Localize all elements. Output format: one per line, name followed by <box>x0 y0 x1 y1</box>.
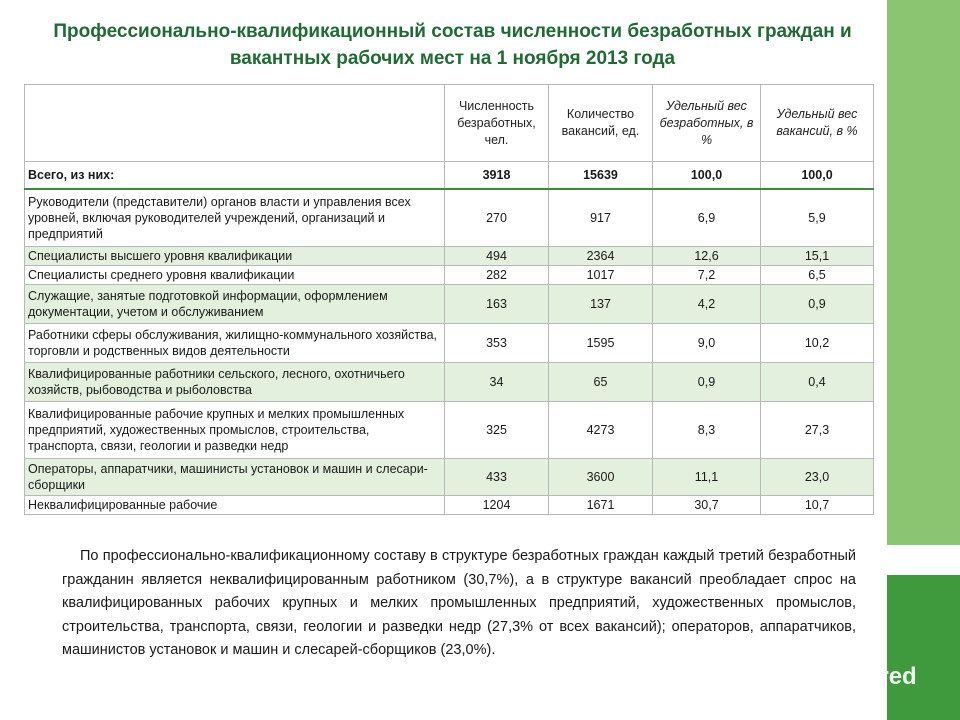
table-row <box>25 496 874 515</box>
cell-unemployed: 494 <box>445 247 549 266</box>
summary-paragraph: По профессионально-квалификационному составу в структуре безработных граждан каждый третий безработный гражданин является неквалифицированным работником (30,7%), а в структуре вакансий преобладает спрос на квалифицированных рабочих крупных и мелких промышленных предприятий, художественных промыслов, строительства, транспорта, связи, геологии и разведки недр (27,3% от всех вакансий); операторов, аппаратчиков, машинистов установок и машин и слесарей-сборщиков (23,0%). <box>62 548 856 658</box>
cell-unemployed: 433 <box>445 459 549 496</box>
cell-vacancies: 917 <box>549 189 653 247</box>
watermark-text: MyShared <box>802 663 917 690</box>
table-row <box>25 363 874 402</box>
cell-label: Руководители (представители) органов власти и управления всех уровней, включая руководителей учреждений, организаций и предприятий <box>25 189 445 247</box>
table-row <box>25 285 874 324</box>
cell-share-vacancies: 10,7 <box>761 496 874 515</box>
sidebar-gap <box>887 545 960 575</box>
cell-share-unemployed: 9,0 <box>653 324 761 363</box>
cell-vacancies: 1595 <box>549 324 653 363</box>
cell-label: Операторы, аппаратчики, машинисты установок и машин и слесари-сборщики <box>25 459 445 496</box>
myshared-logo-icon <box>768 662 798 692</box>
cell-label: Специалисты среднего уровня квалификации <box>25 266 445 285</box>
cell-unemployed: 34 <box>445 363 549 402</box>
cell-share-vacancies: 0,9 <box>761 285 874 324</box>
table-row <box>25 189 874 247</box>
page-title: Профессионально-квалификационный состав численности безработных граждан и вакантных рабочих мест на 1 ноября 2013 года <box>53 21 852 69</box>
table-row-total <box>25 162 874 190</box>
header-vacancies: Количество вакансий, ед. <box>549 85 653 162</box>
header-category <box>25 85 445 162</box>
cell-unemployed: 270 <box>445 189 549 247</box>
cell-share-unemployed: 0,9 <box>653 363 761 402</box>
cell-vacancies: 2364 <box>549 247 653 266</box>
sidebar-accent-bottom <box>887 575 960 720</box>
header-unemployed: Численность безработных, чел. <box>445 85 549 162</box>
cell-share-vacancies: 10,2 <box>761 324 874 363</box>
cell-unemployed: 325 <box>445 402 549 459</box>
cell-share-vacancies: 23,0 <box>761 459 874 496</box>
table-row <box>25 266 874 285</box>
cell-share-vacancies: 5,9 <box>761 189 874 247</box>
cell-vacancies: 1017 <box>549 266 653 285</box>
cell-unemployed: 163 <box>445 285 549 324</box>
cell-label: Квалифицированные рабочие крупных и мелких промышленных предприятий, художественных промыслов, строительства, транспорта, связи, геологии и разведки недр <box>25 402 445 459</box>
cell-unemployed: 353 <box>445 324 549 363</box>
cell-vacancies: 3600 <box>549 459 653 496</box>
table-row <box>25 324 874 363</box>
cell-share-vacancies: 27,3 <box>761 402 874 459</box>
cell-share-vacancies: 0,4 <box>761 363 874 402</box>
cell-vacancies: 15639 <box>549 162 653 190</box>
cell-share-vacancies: 100,0 <box>761 162 874 190</box>
cell-unemployed: 282 <box>445 266 549 285</box>
cell-share-unemployed: 6,9 <box>653 189 761 247</box>
cell-share-unemployed: 30,7 <box>653 496 761 515</box>
cell-label: Всего, из них: <box>25 162 445 190</box>
cell-vacancies: 137 <box>549 285 653 324</box>
cell-share-unemployed: 8,3 <box>653 402 761 459</box>
cell-label: Специалисты высшего уровня квалификации <box>25 247 445 266</box>
myshared-logo <box>768 660 917 694</box>
table-row <box>25 402 874 459</box>
cell-label: Работники сферы обслуживания, жилищно-коммунального хозяйства, торговли и родственных видов деятельности <box>25 324 445 363</box>
cell-vacancies: 1671 <box>549 496 653 515</box>
cell-share-unemployed: 11,1 <box>653 459 761 496</box>
cell-label: Квалифицированные работники сельского, лесного, охотничьего хозяйств, рыбоводства и рыболовства <box>25 363 445 402</box>
header-share-vacancies: Удельный вес вакансий, в % <box>761 85 874 162</box>
table-row <box>25 247 874 266</box>
cell-share-vacancies: 15,1 <box>761 247 874 266</box>
cell-unemployed: 1204 <box>445 496 549 515</box>
cell-share-unemployed: 12,6 <box>653 247 761 266</box>
cell-share-unemployed: 7,2 <box>653 266 761 285</box>
cell-unemployed: 3918 <box>445 162 549 190</box>
cell-share-unemployed: 4,2 <box>653 285 761 324</box>
cell-share-vacancies: 6,5 <box>761 266 874 285</box>
cell-share-unemployed: 100,0 <box>653 162 761 190</box>
cell-vacancies: 4273 <box>549 402 653 459</box>
table-header-row <box>25 85 874 162</box>
sidebar-accent-top <box>887 0 960 545</box>
statistics-table <box>24 84 874 515</box>
cell-vacancies: 65 <box>549 363 653 402</box>
cell-label: Служащие, занятые подготовкой информации, оформлением документации, учетом и обслуживанием <box>25 285 445 324</box>
header-share-unemployed: Удельный вес безработных, в % <box>653 85 761 162</box>
cell-label: Неквалифицированные рабочие <box>25 496 445 515</box>
table-row <box>25 459 874 496</box>
